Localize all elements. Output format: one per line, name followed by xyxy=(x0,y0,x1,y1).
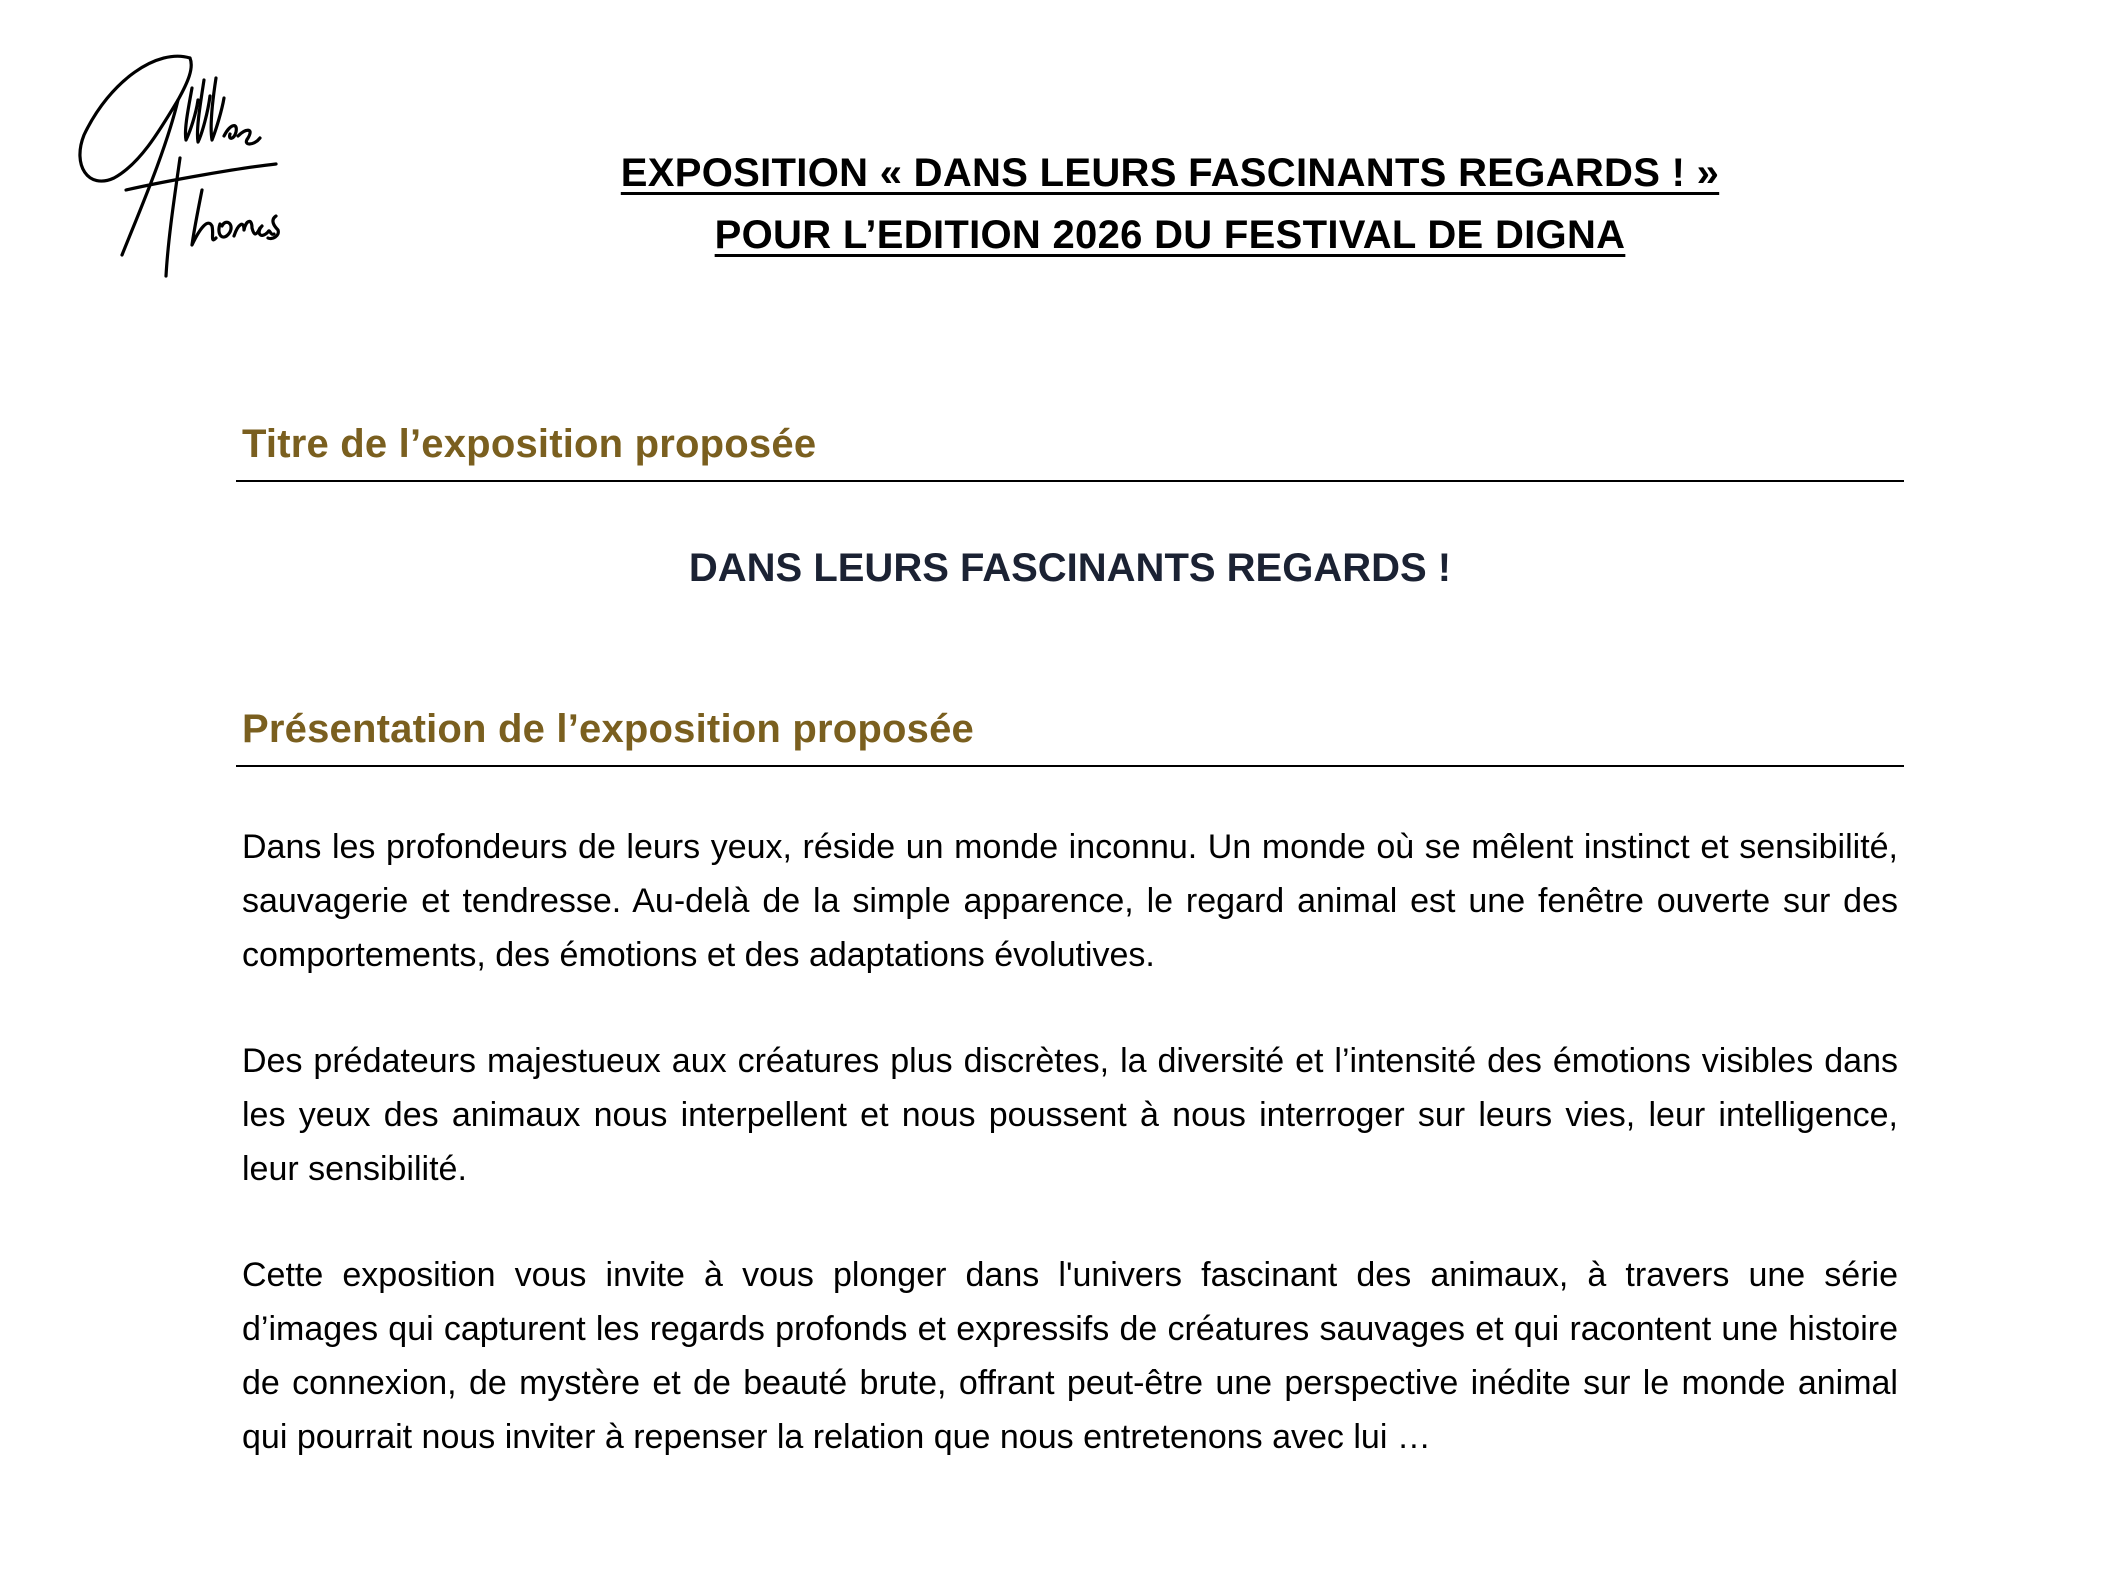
presentation-body xyxy=(242,820,1898,1516)
presentation-section xyxy=(236,703,1904,767)
gilles-thomas-signature-icon xyxy=(70,40,280,280)
paragraph: Cette exposition vous invite à vous plonger dans l'univers fascinant des animaux, à travers une série d’images qui capturent les regards profonds et expressifs de créatures sauvages et qui racontent une histoire de connexion, de mystère et de beauté brute, offrant peut-être une perspective inédite sur le monde animal qui pourrait nous inviter à repenser la relation que nous entretenons avec lui … xyxy=(242,1256,1898,1456)
title-section xyxy=(236,418,1904,482)
document-header xyxy=(330,142,2010,266)
paragraph: Des prédateurs majestueux aux créatures plus discrètes, la diversité et l’intensité des émotions visibles dans les yeux des animaux nous interpellent et nous poussent à nous interroger sur leurs vies, leur intelligence, leur sensibilité. xyxy=(242,1042,1898,1188)
header-line-1: EXPOSITION « DANS LEURS FASCINANTS REGARDS ! » xyxy=(620,151,1720,195)
header-line-2: POUR L’EDITION 2026 DU FESTIVAL DE DIGNA xyxy=(714,213,1626,257)
section-heading-title: Titre de l’exposition proposée xyxy=(236,418,1904,482)
paragraph: Dans les profondeurs de leurs yeux, réside un monde inconnu. Un monde où se mêlent instinct et sensibilité, sauvagerie et tendresse. Au-delà de la simple apparence, le regard animal est une fenêtre ouverte sur des comportements, des émotions et des adaptations évolutives. xyxy=(242,828,1898,974)
section-heading-presentation: Présentation de l’exposition proposée xyxy=(236,703,1904,767)
exposition-title: DANS LEURS FASCINANTS REGARDS ! xyxy=(688,546,1452,590)
